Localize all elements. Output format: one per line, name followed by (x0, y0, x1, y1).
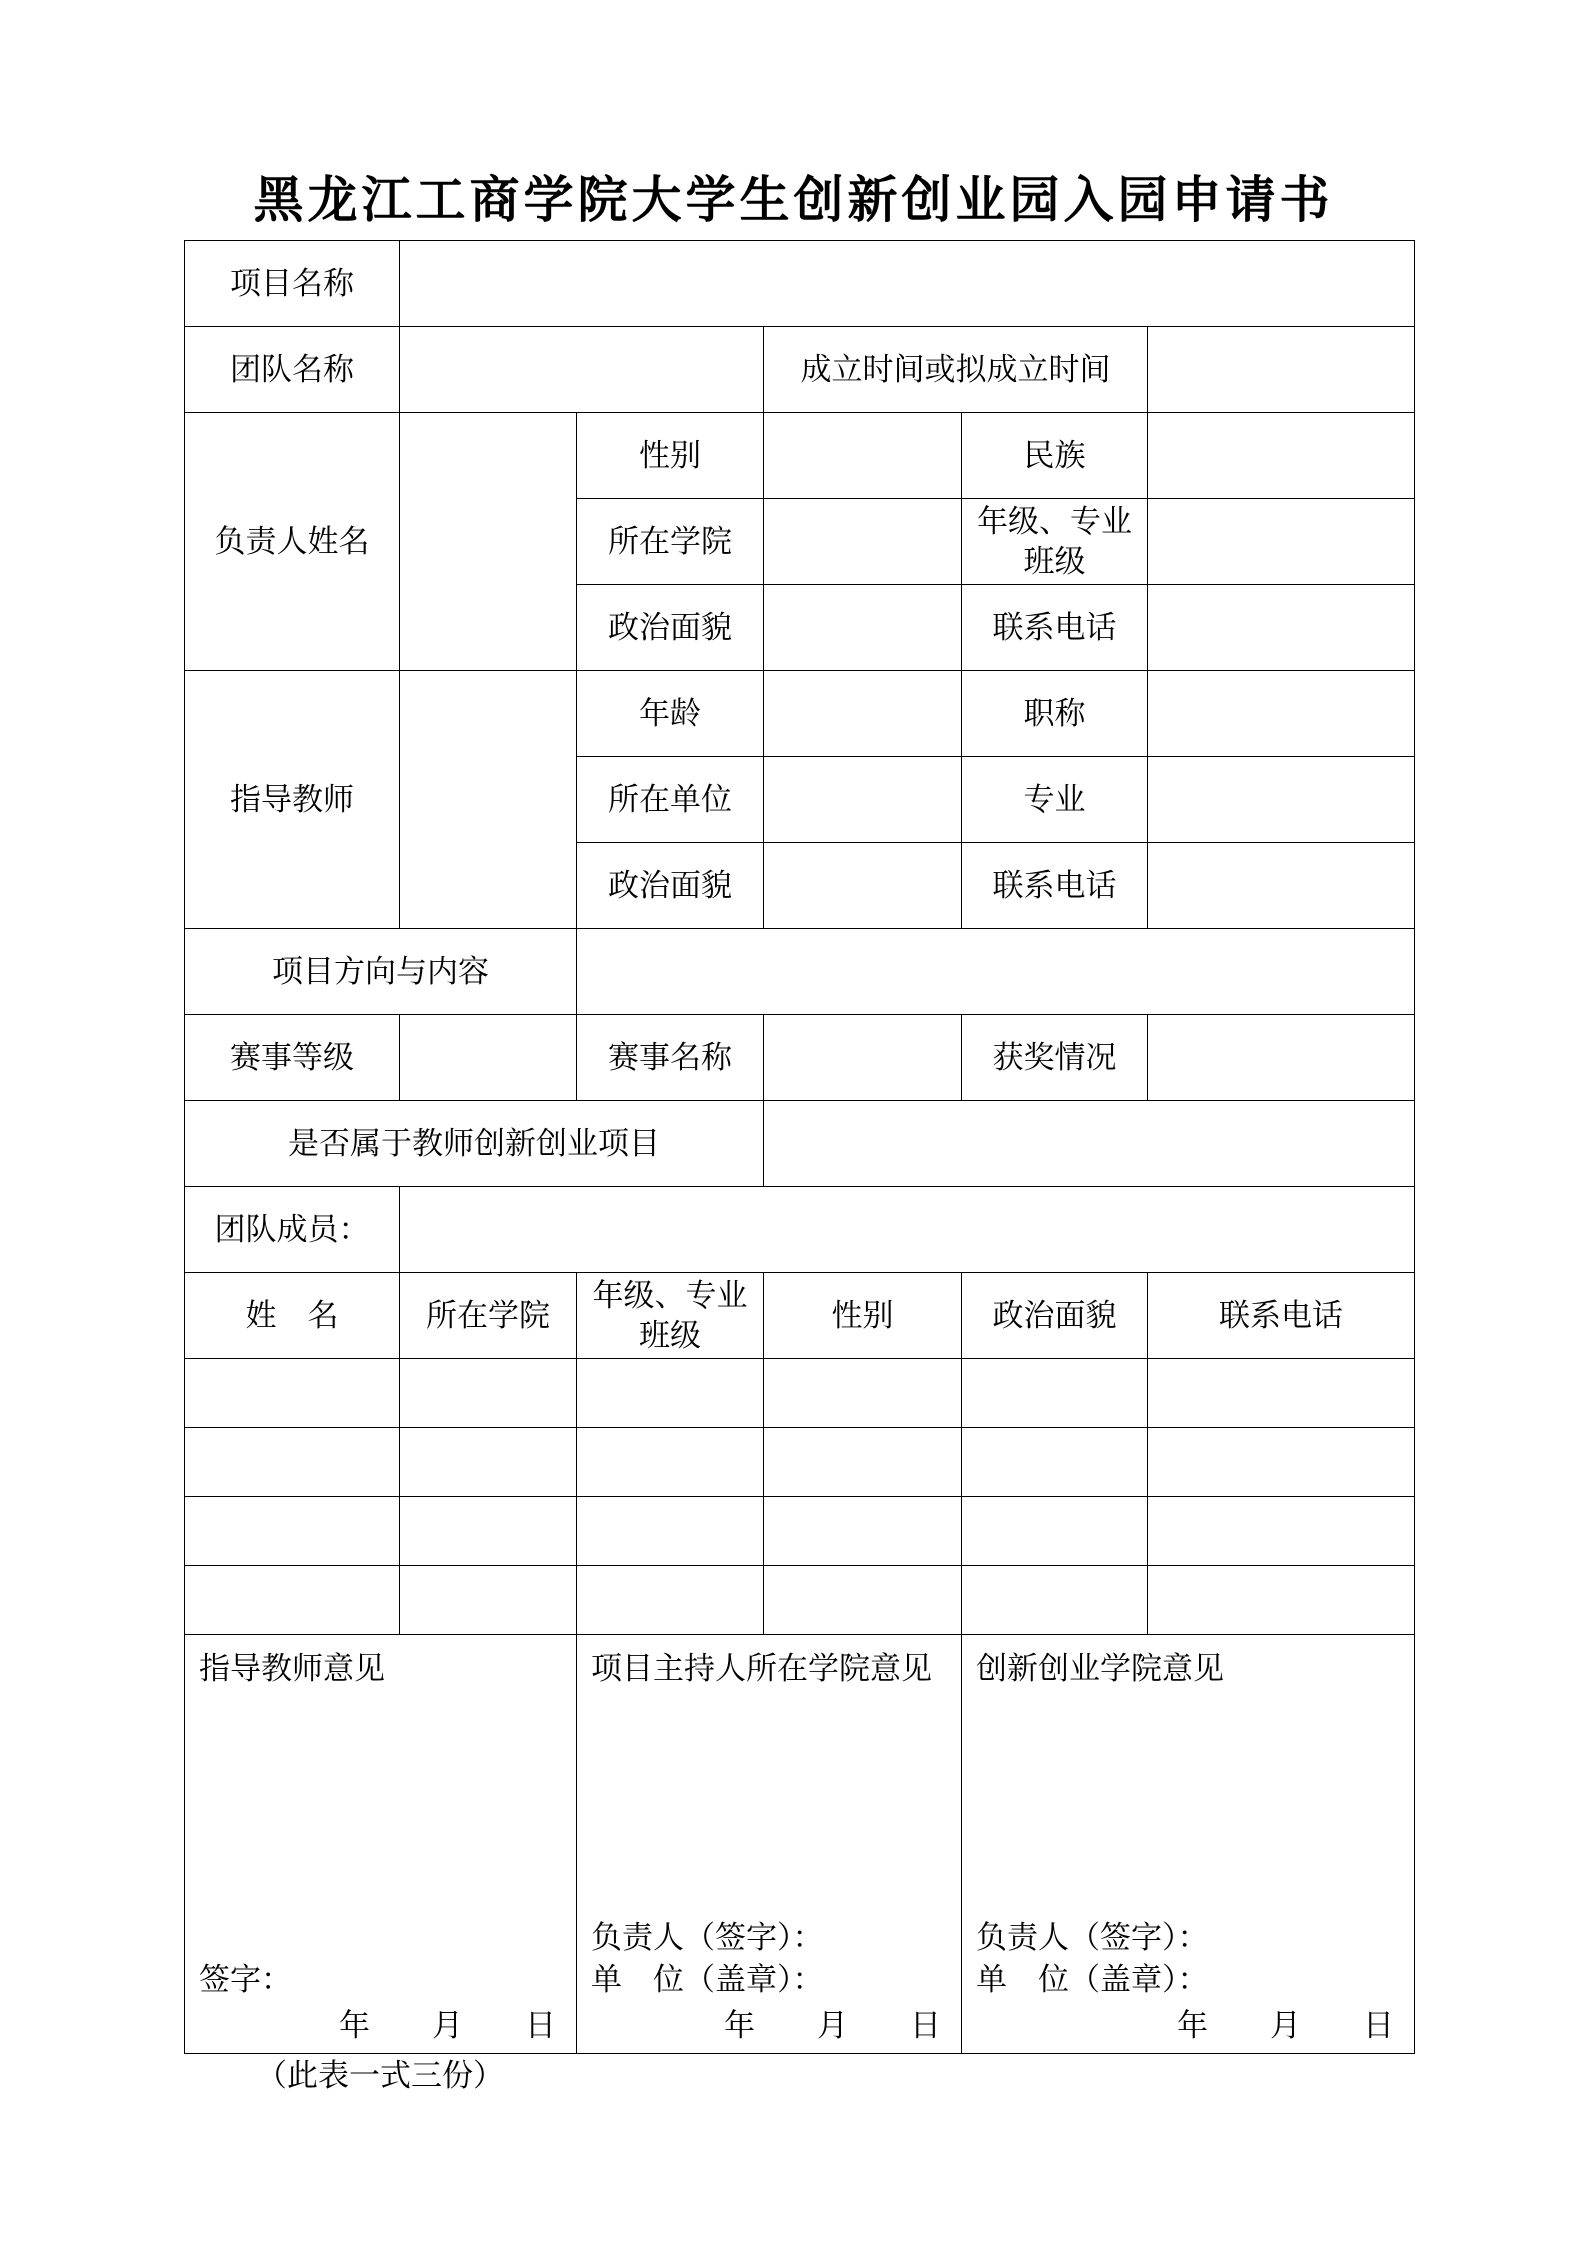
label-established-time: 成立时间或拟成立时间 (764, 327, 1148, 413)
member-cell[interactable] (185, 1497, 400, 1566)
input-advisor-job-title[interactable] (1148, 671, 1415, 757)
advisor-opinion-heading: 指导教师意见 (199, 1651, 385, 1687)
date-month-label: 月 (432, 2008, 463, 2044)
member-cell[interactable] (400, 1497, 577, 1566)
label-leader-grade-major-class (962, 499, 1148, 585)
input-competition-name[interactable] (764, 1015, 962, 1101)
row-team-members (185, 1187, 1415, 1273)
row-leader-1 (185, 413, 1415, 499)
advisor-opinion-box[interactable] (185, 1635, 577, 2054)
member-cell[interactable] (185, 1359, 400, 1428)
label-award-status: 获奖情况 (962, 1015, 1148, 1101)
host-college-unit-seal-label: 单 位（盖章）： (591, 1962, 824, 1998)
header-member-phone: 联系电话 (1148, 1273, 1415, 1359)
input-advisor-age[interactable] (764, 671, 962, 757)
copies-note: （此表一式三份） (256, 2058, 504, 2094)
label-advisor-political-status: 政治面貌 (577, 843, 764, 929)
input-is-teacher-project[interactable] (764, 1101, 1415, 1187)
member-cell[interactable] (577, 1566, 764, 1635)
row-competition (185, 1015, 1415, 1101)
label-leader-name: 负责人姓名 (185, 413, 400, 671)
input-project-direction[interactable] (577, 929, 1415, 1015)
label-team-members: 团队成员： (185, 1187, 400, 1273)
label-leader-political-status: 政治面貌 (577, 585, 764, 671)
input-award-status[interactable] (1148, 1015, 1415, 1101)
member-cell[interactable] (962, 1566, 1148, 1635)
header-member-college: 所在学院 (400, 1273, 577, 1359)
header-member-name: 姓 名 (185, 1273, 400, 1359)
label-class: 班级 (1023, 543, 1086, 580)
date-day-label: 日 (910, 2008, 941, 2044)
member-cell[interactable] (764, 1497, 962, 1566)
member-cell[interactable] (1148, 1497, 1415, 1566)
row-teacher-project (185, 1101, 1415, 1187)
member-cell[interactable] (577, 1359, 764, 1428)
date-year-label: 年 (339, 2008, 370, 2044)
member-cell[interactable] (962, 1359, 1148, 1428)
input-leader-phone[interactable] (1148, 585, 1415, 671)
input-leader-ethnicity[interactable] (1148, 413, 1415, 499)
page-title: 黑龙江工商学院大学生创新创业园入园申请书 (253, 170, 1334, 229)
label-advisor: 指导教师 (185, 671, 400, 929)
input-advisor-work-unit[interactable] (764, 757, 962, 843)
label-is-teacher-project: 是否属于教师创新创业项目 (185, 1101, 764, 1187)
header-member-gender: 性别 (764, 1273, 962, 1359)
label-advisor-major: 专业 (962, 757, 1148, 843)
host-college-date-line (724, 2005, 941, 2047)
member-cell[interactable] (764, 1428, 962, 1497)
row-team-name (185, 327, 1415, 413)
row-advisor-1 (185, 671, 1415, 757)
label-leader-college: 所在学院 (577, 499, 764, 585)
label-team-name: 团队名称 (185, 327, 400, 413)
header-class: 班级 (639, 1317, 701, 1354)
label-advisor-age: 年龄 (577, 671, 764, 757)
input-team-members[interactable] (400, 1187, 1415, 1273)
label-advisor-job-title: 职称 (962, 671, 1148, 757)
innovation-college-leader-sign-label: 负责人（签字）： (976, 1920, 1209, 1956)
header-grade-major: 年级、专业 (592, 1277, 748, 1314)
label-competition-name: 赛事名称 (577, 1015, 764, 1101)
innovation-college-opinion-box[interactable] (962, 1635, 1415, 2054)
advisor-signature-line (199, 1959, 292, 2001)
row-project-name (185, 241, 1415, 327)
input-leader-gender[interactable] (764, 413, 962, 499)
input-leader-grade-major-class[interactable] (1148, 499, 1415, 585)
advisor-sign-label: 签字： (199, 1962, 292, 1998)
label-leader-gender: 性别 (577, 413, 764, 499)
date-month-label: 月 (817, 2008, 848, 2044)
innovation-college-unit-seal-label: 单 位（盖章）： (976, 1962, 1209, 1998)
innovation-college-signature-lines (976, 1917, 1209, 2001)
member-cell[interactable] (400, 1566, 577, 1635)
input-leader-name[interactable] (400, 413, 577, 671)
input-team-name[interactable] (400, 327, 764, 413)
label-grade-major: 年级、专业 (977, 503, 1132, 540)
member-table-header (185, 1273, 1415, 1359)
input-established-time[interactable] (1148, 327, 1415, 413)
input-project-name[interactable] (400, 241, 1415, 327)
member-cell[interactable] (962, 1428, 1148, 1497)
member-row (185, 1359, 1415, 1428)
input-advisor-political-status[interactable] (764, 843, 962, 929)
member-cell[interactable] (577, 1428, 764, 1497)
host-college-leader-sign-label: 负责人（签字）： (591, 1920, 824, 1956)
label-project-direction: 项目方向与内容 (185, 929, 577, 1015)
member-cell[interactable] (1148, 1428, 1415, 1497)
label-project-name: 项目名称 (185, 241, 400, 327)
member-cell[interactable] (962, 1497, 1148, 1566)
member-row (185, 1566, 1415, 1635)
member-cell[interactable] (400, 1428, 577, 1497)
member-cell[interactable] (1148, 1566, 1415, 1635)
member-cell[interactable] (185, 1428, 400, 1497)
advisor-date-line (339, 2005, 556, 2047)
member-cell[interactable] (764, 1359, 962, 1428)
row-project-direction (185, 929, 1415, 1015)
member-cell[interactable] (764, 1566, 962, 1635)
input-advisor-name[interactable] (400, 671, 577, 929)
input-leader-college[interactable] (764, 499, 962, 585)
date-month-label: 月 (1270, 2008, 1302, 2044)
input-competition-level[interactable] (400, 1015, 577, 1101)
date-year-label: 年 (724, 2008, 755, 2044)
date-day-label: 日 (1363, 2008, 1395, 2044)
label-leader-phone: 联系电话 (962, 585, 1148, 671)
member-cell[interactable] (1148, 1359, 1415, 1428)
input-advisor-major[interactable] (1148, 757, 1415, 843)
host-college-opinion-heading: 项目主持人所在学院意见 (591, 1651, 932, 1687)
header-member-political-status: 政治面貌 (962, 1273, 1148, 1359)
label-advisor-phone: 联系电话 (962, 843, 1148, 929)
date-year-label: 年 (1177, 2008, 1209, 2044)
member-cell[interactable] (185, 1566, 400, 1635)
label-leader-ethnicity: 民族 (962, 413, 1148, 499)
input-leader-political-status[interactable] (764, 585, 962, 671)
label-competition-level: 赛事等级 (185, 1015, 400, 1101)
application-form-table (184, 240, 1415, 2054)
host-college-signature-lines (591, 1917, 824, 2001)
header-member-grade-major-class (577, 1273, 764, 1359)
row-opinions (185, 1635, 1415, 2054)
date-day-label: 日 (525, 2008, 556, 2044)
innovation-college-opinion-heading: 创新创业学院意见 (976, 1651, 1224, 1687)
member-row (185, 1497, 1415, 1566)
label-advisor-work-unit: 所在单位 (577, 757, 764, 843)
member-cell[interactable] (577, 1497, 764, 1566)
member-row (185, 1428, 1415, 1497)
member-cell[interactable] (400, 1359, 577, 1428)
input-advisor-phone[interactable] (1148, 843, 1415, 929)
innovation-college-date-line (1177, 2005, 1394, 2047)
host-college-opinion-box[interactable] (577, 1635, 962, 2054)
